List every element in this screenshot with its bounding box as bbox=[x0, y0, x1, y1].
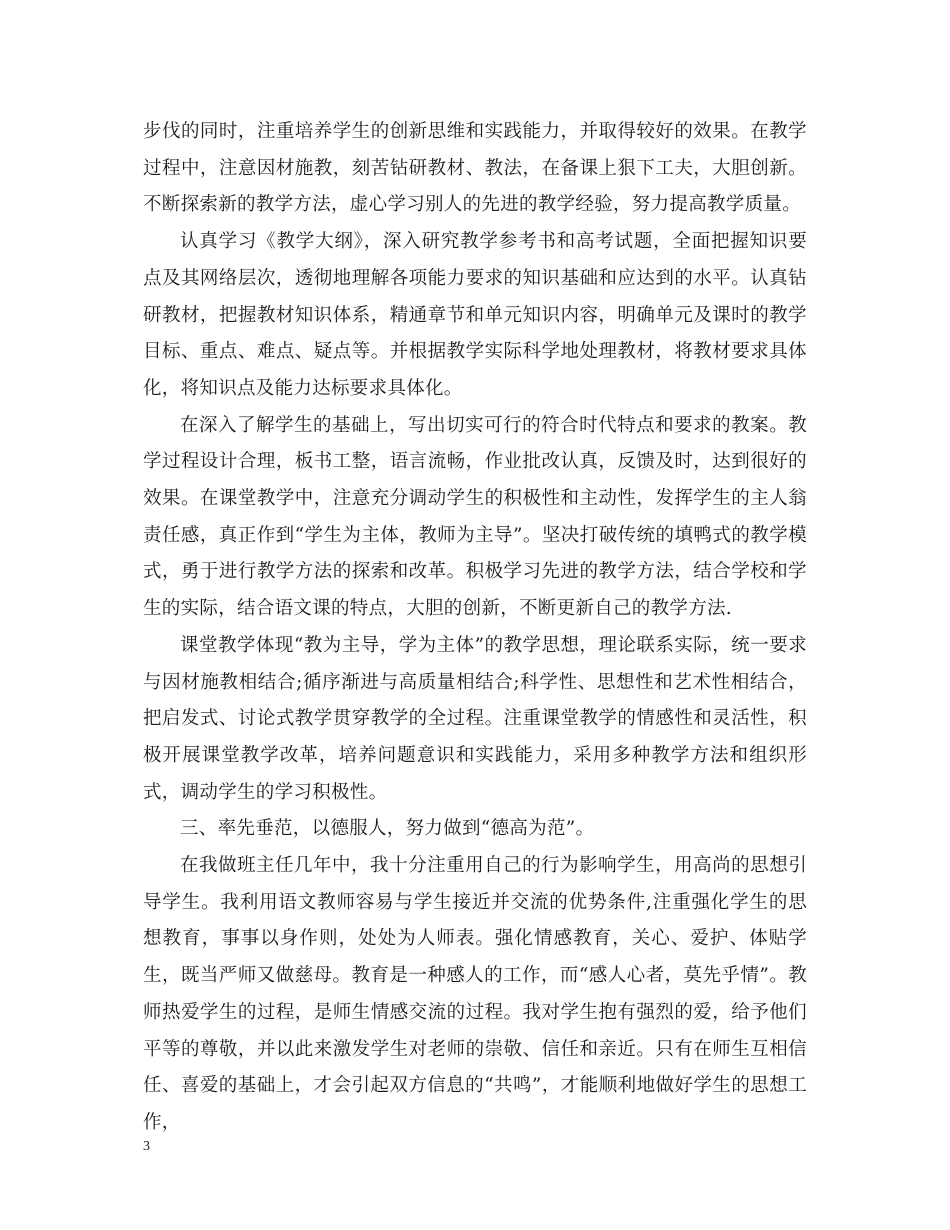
paragraph: 在我做班主任几年中，我十分注重用自己的行为影响学生，用高尚的思想引导学生。我利用语文教师容易与学生接近并交流的优势条件,注重强化学生的思想教育，事事以身作则，处处为人师表。强化情感教育，关心、爱护、体贴学生，既当严师又做慈母。教育是一种感人的工作，而“感人心者，莫先乎情”。教师热爱学生的过程，是师生情感交流的过程。我对学生抱有强烈的爱，给予他们平等的尊敬，并以此来激发学生对老师的崇敬、信任和亲近。只有在师生互相信任、喜爱的基础上，才会引起双方信息的“共鸣”，才能顺利地做好学生的思想工作， bbox=[143, 855, 807, 1133]
paragraph: 在深入了解学生的基础上，写出切实可行的符合时代特点和要求的教案。教学过程设计合理，板书工整，语言流畅，作业批改认真，反馈及时，达到很好的效果。在课堂教学中，注意充分调动学生的积极性和主动性，发挥学生的主人翁责任感，真正作到“学生为主体，教师为主导”。坚决打破传统的填鸭式的教学模式，勇于进行教学方法的探索和改革。积极学习先进的教学方法，结合学校和学生的实际，结合语文课的特点，大胆的创新，不断更新自己的教学方法. bbox=[143, 414, 807, 620]
section-heading-paragraph: 三、率先垂范，以德服人，努力做到“德高为范”。 bbox=[180, 818, 595, 840]
page-number: 3 bbox=[143, 1139, 150, 1154]
paragraph: 步伐的同时，注重培养学生的创新思维和实践能力，并取得较好的效果。在教学过程中，注意因材施教，刻苦钻研教材、教法，在备课上狠下工夫，大胆创新。不断探索新的教学方法，虚心学习别人的先进的教学经验，努力提高教学质量。 bbox=[143, 121, 807, 216]
paragraph: 认真学习《教学大纲》，深入研究教学参考书和高考试题，全面把握知识要点及其网络层次，透彻地理解各项能力要求的知识基础和应达到的水平。认真钻研教材，把握教材知识体系，精通章节和单元知识内容，明确单元及课时的教学目标、重点、难点、疑点等。并根据教学实际科学地处理教材，将教材要求具体化，将知识点及能力达标要求具体化。 bbox=[143, 231, 807, 399]
body-text bbox=[143, 114, 807, 1142]
paragraph: 课堂教学体现“教为主导，学为主体”的教学思想，理论联系实际，统一要求与因材施教相结合;循序渐进与高质量相结合;科学性、思想性和艺术性相结合，把启发式、讨论式教学贯穿教学的全过程。注重课堂教学的情感性和灵活性，积极开展课堂教学改革，培养问题意识和实践能力，采用多种教学方法和组织形式，调动学生的学习积极性。 bbox=[143, 634, 807, 803]
